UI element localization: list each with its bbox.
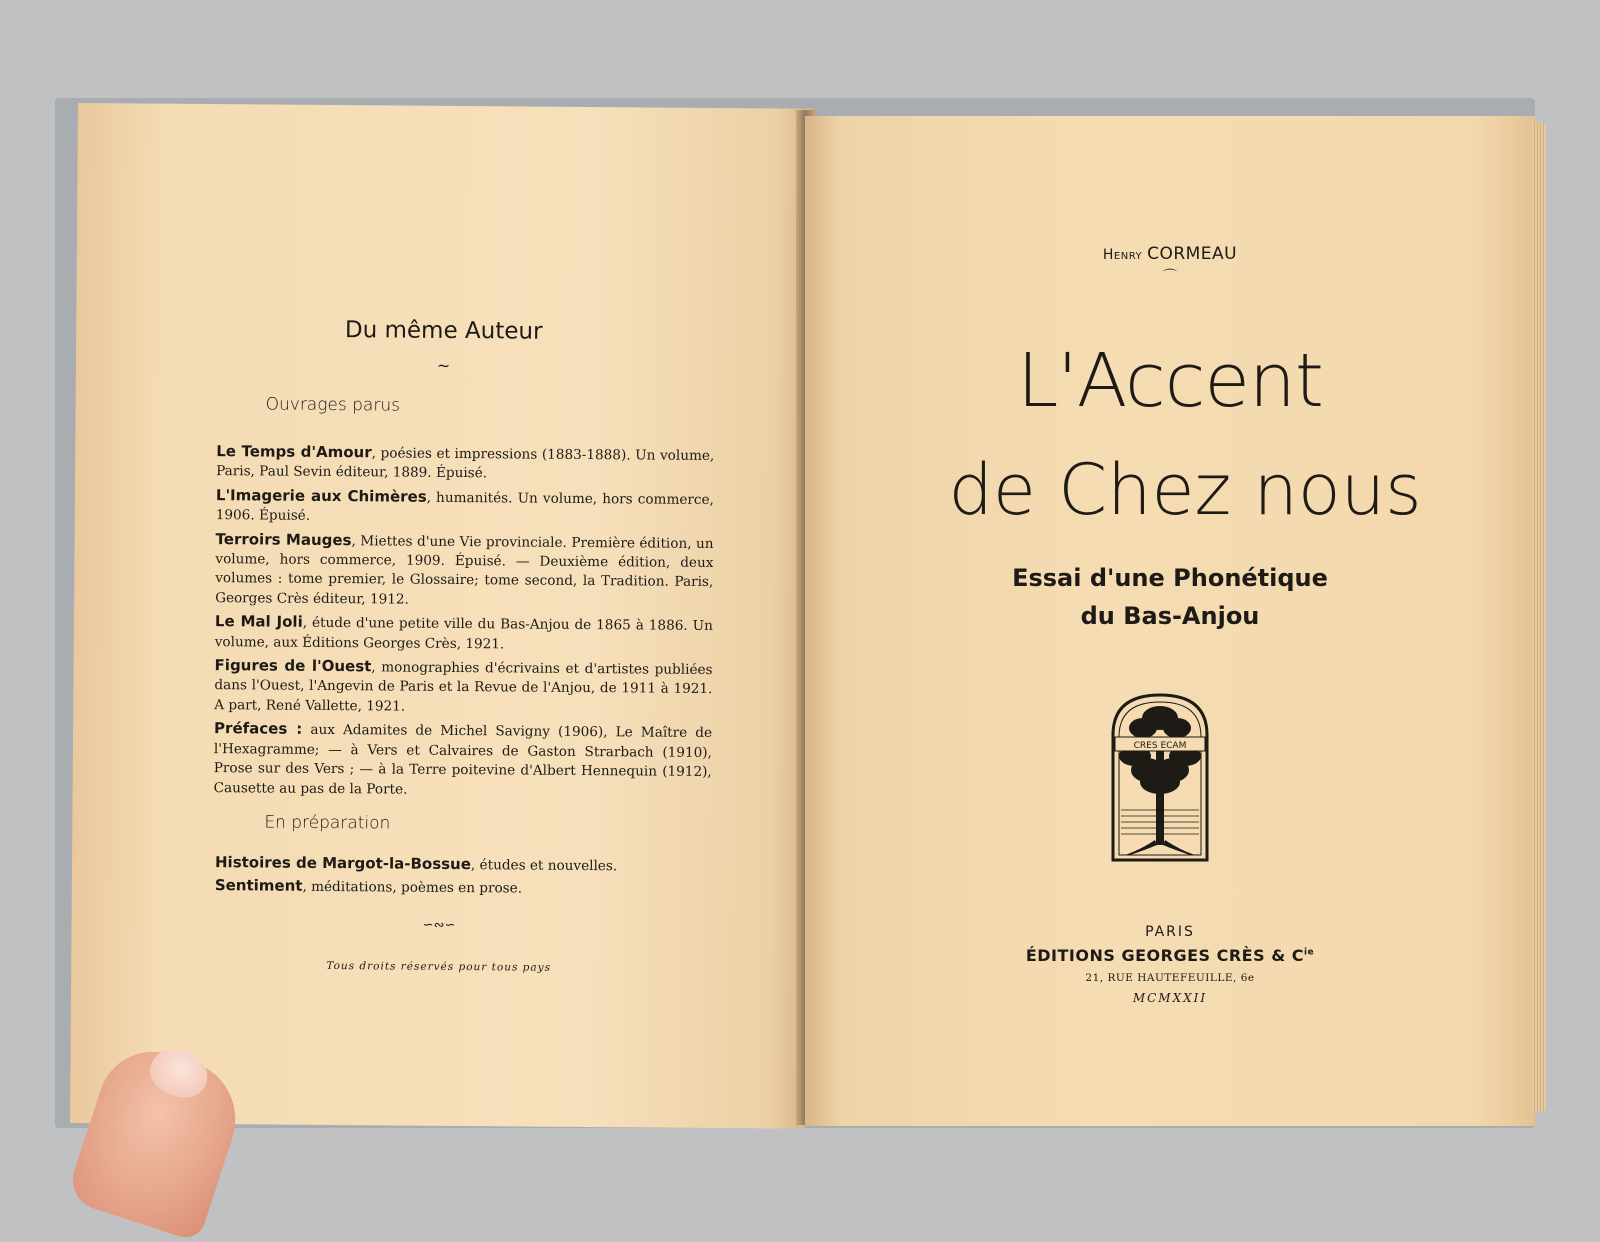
left-page bbox=[70, 103, 813, 1129]
in-preparation-list bbox=[215, 851, 675, 901]
subtitle-line2: du Bas-Anjou bbox=[1080, 602, 1260, 630]
emblem-banner-text: CRES ECAM bbox=[1133, 741, 1187, 751]
list-item: L'Imagerie aux Chimères, humanités. Un volume, hors commerce, 1906. Épuisé. bbox=[215, 485, 714, 525]
publication-year: MCMXXII bbox=[1132, 991, 1208, 1005]
in-preparation-heading: En préparation bbox=[264, 812, 391, 834]
publisher-name: ÉDITIONS GEORGES CRÈS & $C^{ie}$ bbox=[1025, 946, 1315, 965]
left-page-heading: Du même Auteur bbox=[344, 317, 543, 345]
publication-city: PARIS bbox=[1145, 924, 1195, 940]
list-item: Figures de l'Ouest, monographies d'écrivains et d'artistes publiées dans l'Ouest, l'Angevin de Paris et la Revue de l'Anjou, de 1911 à 1921. A part, René Vallette, 1921. bbox=[214, 656, 713, 715]
list-item: Terroirs Mauges, Miettes d'une Vie provinciale. Première édition, un volume, hors commerce, 1909. Épuisé. — Deuxième édition, deux volumes : tome premier, le Glossaire; tome second, la Tradition. Paris, Georges Crès éditeur, 1912. bbox=[215, 529, 714, 608]
list-item: Préfaces : aux Adamites de Michel Savigny (1906), Le Maître de l'Hexagramme; — à Vers et Calvaires de Gaston Strarbach (1910), Prose sur des Vers ; — à la Terre poitevine d'Albert Hennequin (1912), Causette au pas de la Porte. bbox=[213, 719, 713, 798]
list-item: Histoires de Margot-la-Bossue, études et nouvelles. bbox=[214, 853, 618, 875]
rights-notice: Tous droits réservés pour tous pays bbox=[326, 959, 552, 974]
ornament-small: ⌒ bbox=[1163, 269, 1177, 285]
subtitle-line1: Essai d'une Phonétique bbox=[1012, 564, 1328, 592]
ornament-flourish: ∽∾∽ bbox=[422, 917, 456, 933]
book-title-line1: L'Accent bbox=[1017, 338, 1323, 424]
right-page bbox=[805, 116, 1535, 1126]
page-edges bbox=[1532, 122, 1546, 1112]
book-title-line2: de Chez nous bbox=[948, 449, 1422, 531]
list-item: Le Temps d'Amour, poésies et impressions (1883-1888). Un volume, Paris, Paul Sevin éditeur, 1889. Épuisé. bbox=[216, 442, 715, 482]
publisher-address: 21, RUE HAUTEFEUILLE, 6e bbox=[1085, 972, 1255, 984]
author-name: Henry CORMEAU bbox=[1102, 244, 1238, 264]
list-item: Le Mal Joli, étude d'une petite ville du Bas-Anjou de 1865 à 1886. Un volume, aux Éditions Georges Crès, 1921. bbox=[214, 612, 713, 653]
published-works-list bbox=[214, 442, 715, 806]
publisher-tree-emblem bbox=[1105, 690, 1215, 870]
published-works-heading: Ouvrages parus bbox=[265, 394, 401, 416]
list-item: Sentiment, méditations, poèmes en prose. bbox=[214, 876, 523, 897]
ornament-tilde: ~ bbox=[436, 355, 451, 375]
